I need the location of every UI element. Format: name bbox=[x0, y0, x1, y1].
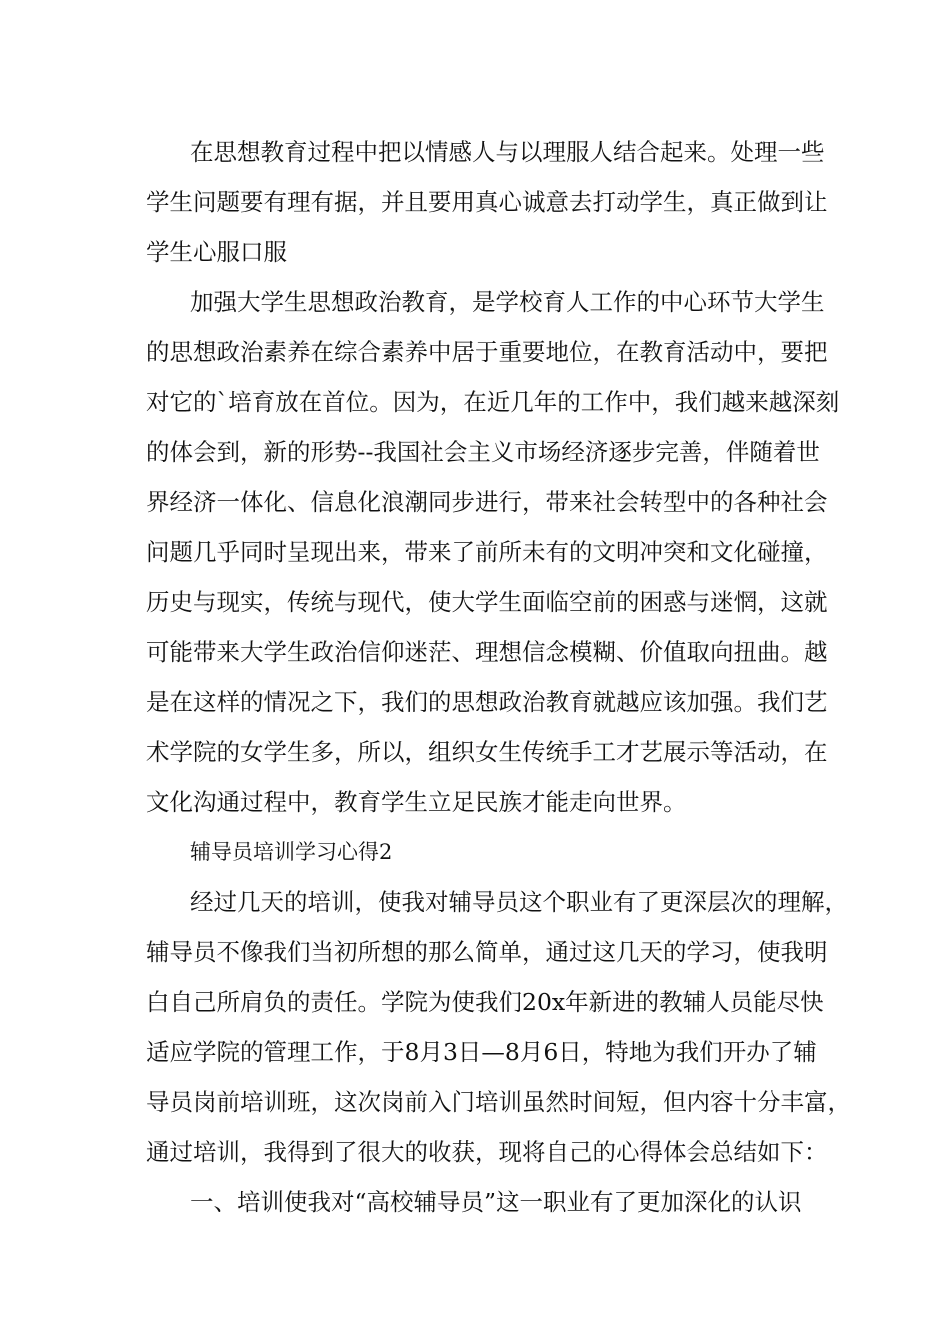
paragraph-line: 加强大学生思想政治教育，是学校育人工作的中心环节大学生 bbox=[190, 288, 825, 316]
paragraph-line: 学生问题要有理有据，并且要用真心诚意去打动学生，真正做到让 bbox=[146, 188, 828, 216]
paragraph-line: 历史与现实，传统与现代，使大学生面临空前的困惑与迷惘，这就 bbox=[146, 588, 828, 616]
paragraph-line: 白自己所肩负的责任。学院为使我们20x年新进的教辅人员能尽快 bbox=[146, 988, 824, 1016]
paragraph-line: 导员岗前培训班，这次岗前入门培训虽然时间短，但内容十分丰富， bbox=[146, 1088, 851, 1116]
paragraph-line: 术学院的女学生多，所以，组织女生传统手工才艺展示等活动，在 bbox=[146, 738, 828, 766]
paragraph-line: 文化沟通过程中，教育学生立足民族才能走向世界。 bbox=[146, 788, 687, 816]
paragraph-line: 在思想教育过程中把以情感人与以理服人结合起来。处理一些 bbox=[190, 138, 825, 166]
paragraph-line: 通过培训，我得到了很大的收获，现将自己的心得体会总结如下： bbox=[146, 1138, 828, 1166]
paragraph-line: 一、培训使我对“高校辅导员”这一职业有了更加深化的认识 bbox=[190, 1188, 802, 1216]
paragraph-line: 经过几天的培训，使我对辅导员这个职业有了更深层次的理解， bbox=[190, 888, 848, 916]
paragraph-line: 对它的`培育放在首位。因为，在近几年的工作中，我们越来越深刻 bbox=[146, 388, 840, 416]
paragraph-line: 是在这样的情况之下，我们的思想政治教育就越应该加强。我们艺 bbox=[146, 688, 828, 716]
paragraph-line: 的体会到，新的形势--我国社会主义市场经济逐步完善，伴随着世 bbox=[146, 438, 820, 466]
paragraph-line: 学生心服口服 bbox=[146, 238, 287, 266]
paragraph-line: 辅导员不像我们当初所想的那么简单，通过这几天的学习，使我明 bbox=[146, 938, 828, 966]
section-heading: 辅导员培训学习心得2 bbox=[190, 840, 393, 864]
paragraph-line: 的思想政治素养在综合素养中居于重要地位，在教育活动中，要把 bbox=[146, 338, 828, 366]
paragraph-line: 适应学院的管理工作，于8月3日—8月6日，特地为我们开办了辅 bbox=[146, 1038, 817, 1066]
paragraph-line: 界经济一体化、信息化浪潮同步进行，带来社会转型中的各种社会 bbox=[146, 488, 828, 516]
paragraph-line: 可能带来大学生政治信仰迷茫、理想信念模糊、价值取向扭曲。越 bbox=[146, 638, 828, 666]
paragraph-line: 问题几乎同时呈现出来，带来了前所未有的文明冲突和文化碰撞， bbox=[146, 538, 828, 566]
